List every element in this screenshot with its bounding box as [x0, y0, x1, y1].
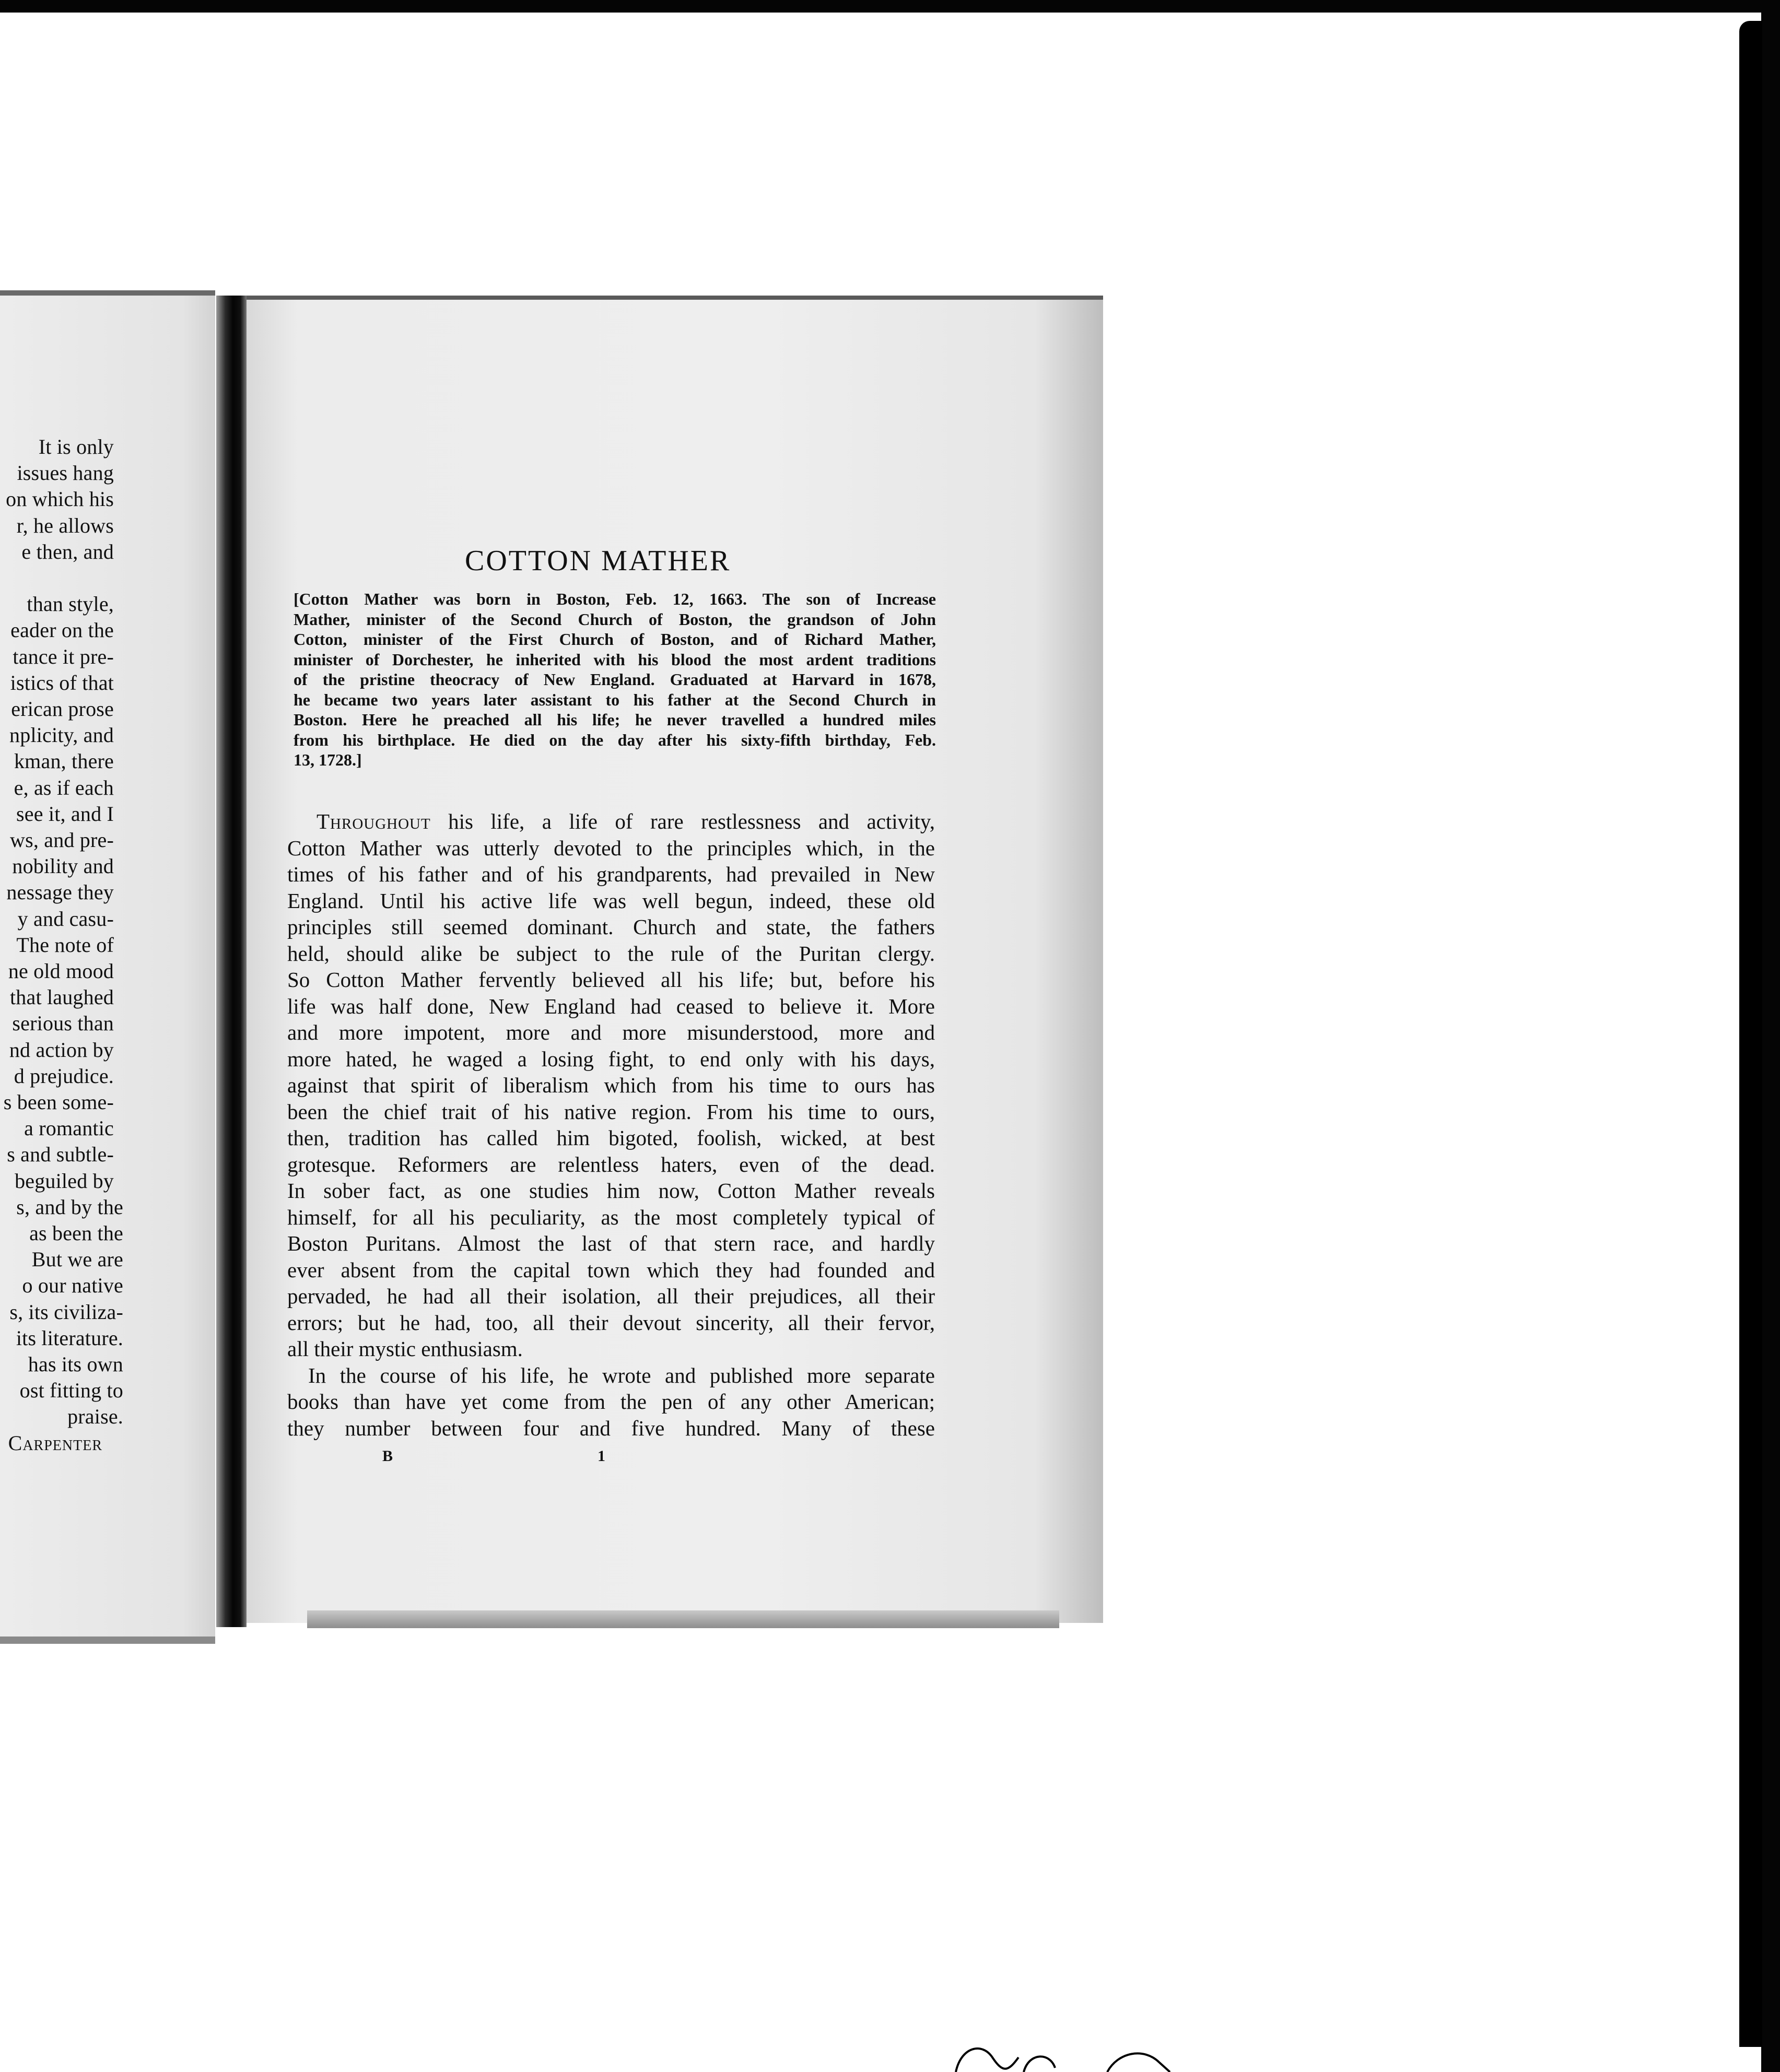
- left-page-line: kman, there: [14, 749, 114, 773]
- left-page-line: Carpenter: [8, 1431, 102, 1455]
- scan-border-right: [1761, 0, 1780, 2072]
- left-page-line: beguiled by: [15, 1169, 114, 1193]
- body-line: then, tradition has called him bigoted, foolish, wicked, at best: [287, 1126, 935, 1150]
- left-page-line: d prejudice.: [14, 1064, 114, 1088]
- left-page-line: But we are: [31, 1247, 123, 1272]
- left-page-line: s, its civiliza-: [9, 1300, 123, 1324]
- left-page-line: praise.: [67, 1405, 123, 1429]
- left-page-line: ws, and pre-: [9, 828, 114, 852]
- left-page-line: It is only: [38, 435, 114, 458]
- signature-mark: B: [382, 1447, 393, 1465]
- body-line: life was half done, New England had ceased to believe it. More: [287, 994, 935, 1018]
- left-page-line: its literature.: [16, 1326, 123, 1350]
- left-page-line: has its own: [28, 1352, 123, 1376]
- body-line: [287, 808, 935, 835]
- note-line: Boston. Here he preached all his life; he never travelled a hundred miles: [294, 710, 936, 729]
- left-page-line: s, and by the: [16, 1195, 123, 1219]
- body-line: himself, for all his peculiarity, as the most completely typical of: [287, 1205, 935, 1229]
- body-line: principles still seemed dominant. Church and state, the fathers: [287, 915, 935, 939]
- left-page-line: issues hang: [17, 461, 114, 485]
- left-page-line: e, as if each: [14, 775, 114, 799]
- body-line: pervaded, he had all their isolation, all their prejudices, all their: [287, 1284, 935, 1308]
- body-line: times of his father and of his grandparents, had prevailed in New: [287, 862, 935, 886]
- note-line: Mather, minister of the Second Church of Boston, the grandson of John: [294, 609, 936, 629]
- left-page-line: see it, and I: [16, 802, 114, 826]
- note-line: [Cotton Mather was born in Boston, Feb. 12, 1663. The son of Increase: [294, 590, 936, 608]
- left-page-line: ost fitting to: [19, 1379, 123, 1403]
- left-page-line: nd action by: [9, 1038, 114, 1062]
- opening-word: Throughout: [317, 809, 431, 833]
- left-page-line: than style,: [27, 592, 114, 616]
- scan-border-right-inner: [1739, 21, 1762, 2047]
- body-line: Cotton Mather was utterly devoted to the principles which, in the: [287, 835, 935, 860]
- body-line: Boston Puritans. Almost the last of that stern race, and hardly: [287, 1231, 935, 1255]
- page-edge-bottom: [307, 1610, 1059, 1628]
- left-page-line: r, he allows: [16, 513, 114, 537]
- note-line: 13, 1728.]: [294, 750, 362, 769]
- left-page-line: nobility and: [12, 854, 114, 878]
- page-number: 1: [598, 1447, 605, 1465]
- left-page-line: ne old mood: [8, 959, 114, 983]
- body-line: held, should alike be subject to the rule of the Puritan clergy.: [287, 941, 935, 966]
- left-page-line: erican prose: [11, 697, 114, 721]
- body-line: all their mystic enthusiasm.: [287, 1337, 523, 1361]
- left-page-line: tance it pre-: [13, 644, 114, 668]
- note-line: of the pristine theocracy of New England. Graduated at Harvard in 1678,: [294, 670, 936, 689]
- left-page-line: on which his: [6, 487, 114, 511]
- left-page-line: s been some-: [3, 1090, 114, 1114]
- left-page-line: serious than: [12, 1011, 114, 1035]
- biographical-note: [294, 589, 936, 770]
- body-line: grotesque. Reformers are relentless haters, even of the dead.: [287, 1152, 935, 1176]
- body-line: and more impotent, more and more misunderstood, more and: [287, 1020, 935, 1044]
- body-line-text: his life, a life of rare restlessness and activity,: [430, 809, 935, 833]
- body-line: more hated, he waged a losing fight, to end only with his days,: [287, 1046, 935, 1071]
- body-line: In sober fact, as one studies him now, Cotton Mather reveals: [287, 1179, 935, 1203]
- body-line: against that spirit of liberalism which from his time to ours has: [287, 1073, 935, 1097]
- left-page-line: a romantic: [24, 1116, 114, 1140]
- left-page-line: eader on the: [10, 618, 114, 642]
- book-spine: [216, 296, 247, 1627]
- left-page-line: o our native: [22, 1274, 123, 1298]
- note-line: minister of Dorchester, he inherited with his blood the most ardent traditions: [294, 650, 936, 669]
- left-page-line: that laughed: [9, 985, 114, 1009]
- chapter-title: COTTON MATHER: [465, 544, 731, 577]
- body-line: been the chief trait of his native region. From his time to ours,: [287, 1099, 935, 1124]
- body-line: England. Until his active life was well begun, indeed, these old: [287, 888, 935, 913]
- left-page-line: istics of that: [10, 670, 114, 694]
- note-line: Cotton, minister of the First Church of Boston, and of Richard Mather,: [294, 630, 936, 649]
- body-line: books than have yet come from the pen of any other American;: [287, 1390, 935, 1414]
- left-page-line: nessage they: [6, 880, 114, 904]
- body-line: So Cotton Mather fervently believed all his life; but, before his: [287, 968, 935, 992]
- paragraph-2: [287, 1362, 935, 1442]
- body-line: they number between four and five hundred. Many of these: [287, 1416, 935, 1440]
- note-line: from his birthplace. He died on the day after his sixty-fifth birthday, Feb.: [294, 730, 936, 749]
- body-line: ever absent from the capital town which they had founded and: [287, 1257, 935, 1282]
- left-page-line: e then, and: [21, 539, 114, 563]
- scan-artifact-mark: [951, 2036, 1222, 2072]
- body-line: errors; but he had, too, all their devout sincerity, all their fervor,: [287, 1310, 935, 1335]
- left-page-line: The note of: [16, 933, 114, 957]
- scan-border-top: [0, 0, 1780, 13]
- paragraph-1: [287, 808, 935, 1362]
- body-text: [287, 808, 935, 1441]
- body-line: In the course of his life, he wrote and published more separate: [308, 1363, 935, 1387]
- note-line: he became two years later assistant to his father at the Second Church in: [294, 690, 936, 709]
- left-page-line: y and casu-: [17, 907, 114, 931]
- left-page-line: as been the: [29, 1221, 123, 1245]
- left-page-line: s and subtle-: [7, 1143, 114, 1167]
- left-page-line: nplicity, and: [9, 723, 114, 747]
